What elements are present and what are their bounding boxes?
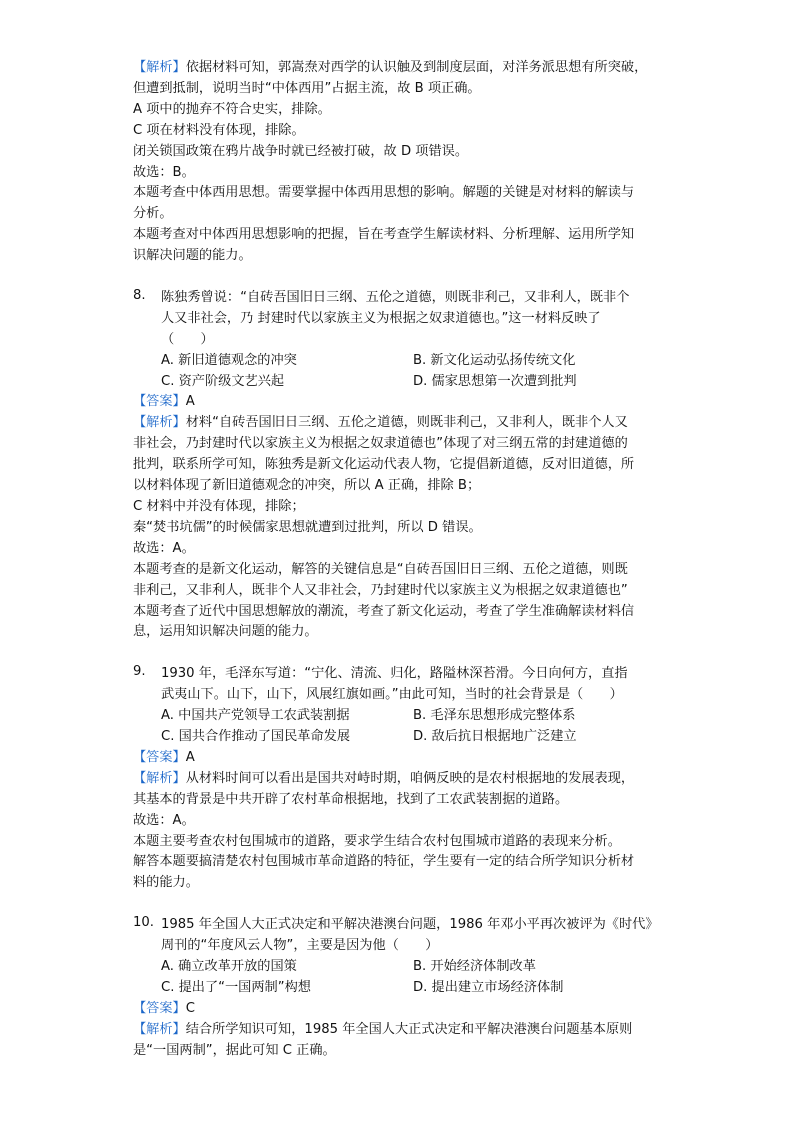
option-a: A. 确立改革开放的国策 [161, 958, 297, 974]
answer-label: 【答案】 [133, 394, 186, 410]
answer-label: 【答案】 [133, 749, 186, 765]
option-b: B. 毛泽东思想形成完整体系 [413, 708, 576, 724]
answer-value: A [185, 394, 195, 410]
question-8: 8. 陈独秀曾说：“自砖吾国旧日三纲、五伦之道德，则既非利己，又非利人，既非个 人又非社会，乃 封建时代以家族主义为根据之奴隶道德也。”这一材料反映了 （ ） A. 新旧道德观念的冲突 B. 新文化运动弘扬传统文化 C. 资产阶级文艺兴起 D. 儒家思想第一次遭到批判 【答案】A 【解析】材料“自砖吾国旧日三纲、五伦之道德，则既非利己，又非利人，既非个人又 非社会，乃封建时代以家族主义为根据之奴隶道德也”体现了对三纲五常的封建道德的 批判，联系所学可知，陈独秀是新文化运动代表人物，它提倡新道德，反对旧道德，所 以材料体现了新旧道德观念的冲突，所以 A 正确，排除 B； C 材料中并没有体现，排除； 秦“焚书坑儒”的时候儒家思想就遭到过批判，所以 D 错误。 故选：A。 本题考查的是新文化运动，解答的关键信息是“自砖吾国旧日三纲、五伦之道德，则既 非利己，又非利人，既非个人又非社会，乃封建时代以家族主义为根据之奴隶道德也” 本题考查了近代中国思想解放的潮流，考查了新文化运动，考查了学生准确解读材料信 息，运用知识解决问题的能力。 [133, 288, 673, 643]
answer-value: C [185, 1000, 195, 1016]
analysis-label: 【解析】 [133, 415, 186, 431]
analysis-label: 【解析】 [133, 1021, 186, 1037]
analysis-label: 【解析】 [133, 60, 186, 75]
q7-analysis: 【解析】依据材料可知，郭嵩焘对西学的认识触及到制度层面，对洋务派思想有所突破， 但遭到抵制，说明当时“中体西用”占据主流，故 B 项正确。 A 项中的抛弃不符合史实，排除。 C 项在材料没有体现，排除。 闭关锁国政策在鸦片战争时就已经被打破，故 D 项错误。 故选：B。 本题考查中体西用思想。需要掌握中体西用思想的影响。解题的关键是对材料的解读与 分析。 本题考查对中体西用思想影响的把握，旨在考查学生解读材料、分析理解、运用所学知 识解决问题的能力。 [133, 60, 648, 264]
question-stem: 10. 1985 年全国人大正式决定和平解决港澳台问题，1986 年邓小平再次被评为《时代》 周刊的“年度风云人物”，主要是因为他（ ） [133, 915, 659, 954]
option-b: B. 开始经济体制改革 [413, 958, 536, 974]
option-b: B. 新文化运动弘扬传统文化 [413, 352, 576, 368]
question-number: 10. [133, 915, 154, 931]
option-c: C. 国共合作推动了国民革命发展 [161, 728, 351, 744]
question-stem: 8. 陈独秀曾说：“自砖吾国旧日三纲、五伦之道德，则既非利己，又非利人，既非个 人又非社会，乃 封建时代以家族主义为根据之奴隶道德也。”这一材料反映了 （ ） [133, 287, 630, 347]
answer-line [133, 999, 673, 1020]
answer-line [133, 392, 673, 413]
option-c: C. 提出了“一国两制”构想 [161, 979, 311, 995]
question-number: 9. [133, 664, 146, 680]
option-a: A. 新旧道德观念的冲突 [161, 352, 297, 368]
document-page [133, 58, 673, 1061]
options [133, 351, 673, 393]
question-number: 8. [133, 287, 146, 303]
option-c: C. 资产阶级文艺兴起 [161, 373, 285, 389]
question-10: 10. 1985 年全国人大正式决定和平解决港澳台问题，1986 年邓小平再次被评为《时代》 周刊的“年度风云人物”，主要是因为他（ ） A. 确立改革开放的国策 B. 开始经济体制改革 C. 提出了“一国两制”构想 D. 提出建立市场经济体制 【答案】C 【解析】结合所学知识可知，1985 年全国人大正式决定和平解决港澳台问题基本原则 是“一国两制”，据此可知 C 正确。 [133, 915, 673, 1061]
question-9: 9. 1930 年，毛泽东写道：“宁化、清流、归化，路隘林深苔滑。今日向何方，直指 武夷山下。山下，山下，风展红旗如画。”由此可知，当时的社会背景是（ ） A. 中国共产党领导工农武装割据 B. 毛泽东思想形成完整体系 C. 国共合作推动了国民革命发展 D. 敌后抗日根据地广泛建立 【答案】A 【解析】从材料时间可以看出是国共对峙时期，咱俩反映的是农村根据地的发展表现， 其基本的背景是中共开辟了农村革命根据地，找到了工农武装割据的道路。 故选：A。 本题主要考查农村包围城市的道路，要求学生结合农村包围城市道路的表现来分析。 解答本题要搞清楚农村包围城市革命道路的特征，学生要有一定的结合所学知识分析材 料的能力。 [133, 664, 673, 894]
answer-label: 【答案】 [133, 1000, 186, 1016]
option-d: D. 提出建立市场经济体制 [413, 979, 564, 995]
question-stem: 9. 1930 年，毛泽东写道：“宁化、清流、归化，路隘林深苔滑。今日向何方，直指 武夷山下。山下，山下，风展红旗如画。”由此可知，当时的社会背景是（ ） [133, 664, 628, 703]
options [133, 706, 673, 748]
option-a: A. 中国共产党领导工农武装割据 [161, 708, 350, 724]
answer-line [133, 748, 673, 769]
option-d: D. 儒家思想第一次遭到批判 [413, 373, 577, 389]
analysis-label: 【解析】 [133, 770, 186, 786]
answer-value: A [185, 749, 195, 765]
option-d: D. 敌后抗日根据地广泛建立 [413, 728, 577, 744]
options [133, 957, 673, 999]
